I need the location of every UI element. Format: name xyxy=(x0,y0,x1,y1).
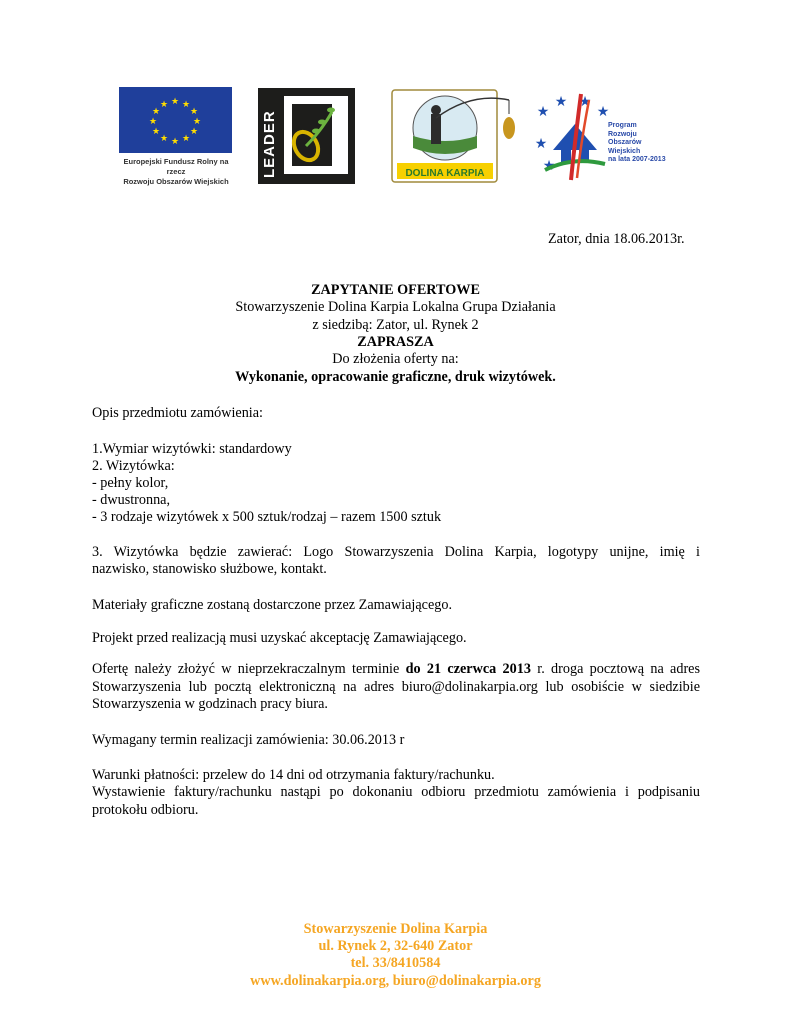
prow-logo xyxy=(535,90,680,184)
payment-terms: Warunki płatności: przelew do 14 dni od otrzymania faktury/rachunku. xyxy=(92,767,495,783)
svg-text:★: ★ xyxy=(159,100,169,110)
dolina-karpia-logo xyxy=(391,88,521,184)
materials-note: Materiały graficzne zostaną dostarczone przez Zamawiającego. xyxy=(92,597,453,613)
prow-line-4: Wiejskich xyxy=(608,147,641,155)
svg-text:★: ★ xyxy=(536,104,550,120)
page-title: ZAPYTANIE OFERTOWE xyxy=(311,282,480,298)
offer-line2: Stowarzyszenia lub pocztą elektroniczną na adres biuro@dolinakarpia.org lub osobiście w siedzibie xyxy=(92,679,700,695)
point3-line1: 3. Wizytówka będzie zawierać: Logo Stowarzyszenia Dolina Karpia, logotypy unijne, imię i xyxy=(92,544,700,560)
leader-logo xyxy=(258,88,355,184)
prow-line-2: Rozwoju xyxy=(608,130,637,138)
spec-item: - 3 rodzaje wizytówek x 500 sztuk/rodzaj – razem 1500 sztuk xyxy=(92,509,442,525)
spec-item: - pełny kolor, xyxy=(92,475,169,491)
svg-text:★: ★ xyxy=(192,117,202,127)
invoice-line1: Wystawienie faktury/rachunku nastąpi po dokonaniu odbioru przedmiotu zamówienia i podpisaniu xyxy=(92,784,700,800)
project-note: Projekt przed realizacją musi uzyskać akceptację Zamawiającego. xyxy=(92,630,467,646)
offer-deadline: do 21 czerwca 2013 xyxy=(405,661,531,677)
order-subject: Wykonanie, opracowanie graficzne, druk wizytówek. xyxy=(235,369,556,385)
svg-text:★: ★ xyxy=(151,127,161,137)
footer-address: ul. Rynek 2, 32-640 Zator xyxy=(318,938,473,954)
eu-logo xyxy=(117,87,235,186)
dolina-logo-text: DOLINA KARPIA xyxy=(405,168,485,179)
realization-deadline: Wymagany termin realizacji zamówienia: 30.06.2013 r xyxy=(92,732,405,748)
organization-name: Stowarzyszenie Dolina Karpia Lokalna Grupa Działania xyxy=(235,299,556,315)
svg-text:★: ★ xyxy=(151,107,161,117)
offer-request: Do złożenia oferty na: xyxy=(332,351,459,367)
svg-text:★: ★ xyxy=(170,137,180,147)
svg-text:★: ★ xyxy=(596,104,609,120)
svg-text:★: ★ xyxy=(148,117,158,127)
description-label: Opis przedmiotu zamówienia: xyxy=(92,405,263,421)
offer-line1-pre: Ofertę należy złożyć w nieprzekraczalnym terminie xyxy=(92,661,406,677)
offer-line3: Stowarzyszenia w godzinach pracy biura. xyxy=(92,696,328,712)
footer-web-link[interactable]: www.dolinakarpia.org, biuro@dolinakarpia.org xyxy=(250,973,541,989)
footer-phone: tel. 33/8410584 xyxy=(350,955,441,971)
footer-name: Stowarzyszenie Dolina Karpia xyxy=(303,921,488,937)
eu-caption-line1: Europejski Fundusz Rolny na rzecz xyxy=(123,157,229,176)
prow-line-5: na lata 2007-2013 xyxy=(608,156,666,164)
svg-text:★: ★ xyxy=(554,94,568,110)
prow-line-1: Program xyxy=(608,122,637,129)
leader-logo-text: LEADER xyxy=(261,110,278,178)
organization-seat: z siedzibą: Zator, ul. Rynek 2 xyxy=(312,317,479,333)
svg-text:★: ★ xyxy=(535,136,548,152)
spec-item: 1.Wymiar wizytówki: standardowy xyxy=(92,441,292,457)
svg-text:★: ★ xyxy=(181,100,191,110)
document-date: Zator, dnia 18.06.2013r. xyxy=(548,231,685,247)
svg-text:★: ★ xyxy=(159,134,169,144)
eu-flag-icon xyxy=(119,87,232,153)
point3-line2: nazwisko, stanowisko służbowe, kontakt. xyxy=(92,561,327,577)
invoice-line2: protokołu odbioru. xyxy=(92,802,199,818)
svg-text:★: ★ xyxy=(189,107,199,117)
svg-text:★: ★ xyxy=(542,158,556,174)
svg-text:★: ★ xyxy=(189,127,199,137)
spec-item: - dwustronna, xyxy=(92,492,171,508)
offer-line1-post: r. droga pocztową na adres xyxy=(530,661,700,677)
offer-line1 xyxy=(92,661,700,678)
invites-heading: ZAPRASZA xyxy=(357,334,434,350)
svg-text:★: ★ xyxy=(578,94,592,110)
svg-text:★: ★ xyxy=(170,97,180,107)
prow-line-3: Obszarów xyxy=(608,139,642,147)
svg-text:★: ★ xyxy=(181,134,191,144)
spec-item: 2. Wizytówka: xyxy=(92,458,175,474)
eu-caption-line2: Rozwoju Obszarów Wiejskich xyxy=(123,177,229,186)
